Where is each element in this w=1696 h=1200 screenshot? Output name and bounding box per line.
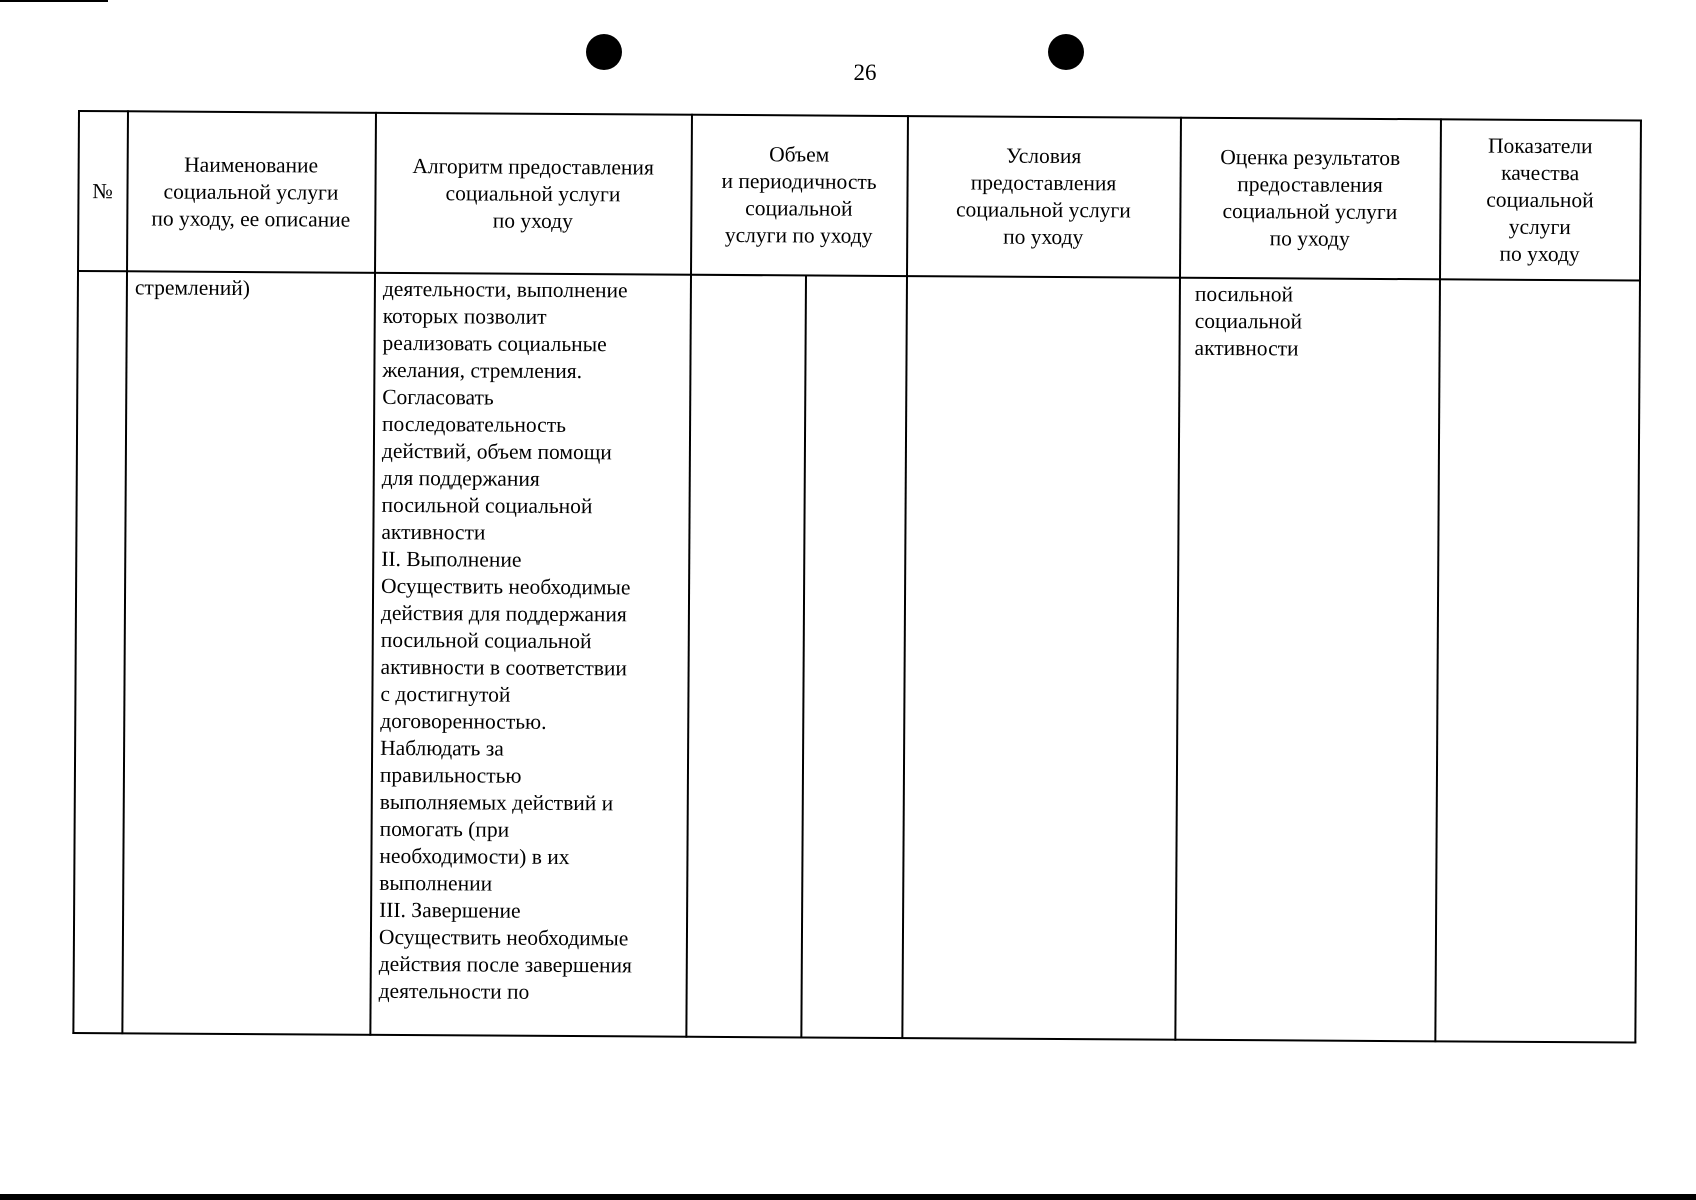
service-table bbox=[72, 110, 1642, 1042]
row-quality bbox=[1447, 282, 1635, 283]
header-conditions: Условия предоставления социальной услуги по уходу bbox=[955, 143, 1131, 250]
binder-hole-right bbox=[1048, 34, 1084, 70]
row-algorithm: деятельности, выполнение которых позволит реализовать социальные желания, стремления. Согласовать последовательность действий, объем помощи для поддержания посильной социальной активности II. Выполнение Осуществить необходимые действия для поддержания посильной социальной активности в соответствии с достигнутой договоренностью. Наблюдать за правильностью выполняемых действий и помогать (при необходимости) в их выполнении III. Завершение Осуществить необходимые действия после завершения деятельности по bbox=[378, 276, 633, 1004]
header-quality: Показатели качества социальной услуги по уходу bbox=[1486, 133, 1594, 266]
top-edge-rule bbox=[0, 0, 108, 2]
header-volume: Объем и периодичность социальной услуги по уходу bbox=[721, 142, 877, 248]
row-evaluation: посильной социальной активности bbox=[1194, 281, 1303, 361]
page-number: 26 bbox=[853, 60, 877, 85]
header-algorithm: Алгоритм предоставления социальной услуги по уходу bbox=[412, 153, 654, 233]
scan-bottom-edge bbox=[0, 1194, 1696, 1200]
binder-hole-left bbox=[586, 34, 622, 70]
row-service-name: стремлений) bbox=[134, 275, 251, 301]
header-number: № bbox=[92, 178, 113, 203]
row-volume-b bbox=[810, 278, 903, 279]
header-evaluation: Оценка результатов предоставления социальной услуги по уходу bbox=[1220, 144, 1401, 251]
border-col-4-split bbox=[800, 274, 806, 1038]
row-volume-a bbox=[695, 278, 801, 279]
table-bottom-border bbox=[72, 1032, 1636, 1043]
row-conditions bbox=[913, 279, 1175, 281]
header-service-name: Наименование социальной услуги по уходу, ее описание bbox=[151, 152, 351, 232]
